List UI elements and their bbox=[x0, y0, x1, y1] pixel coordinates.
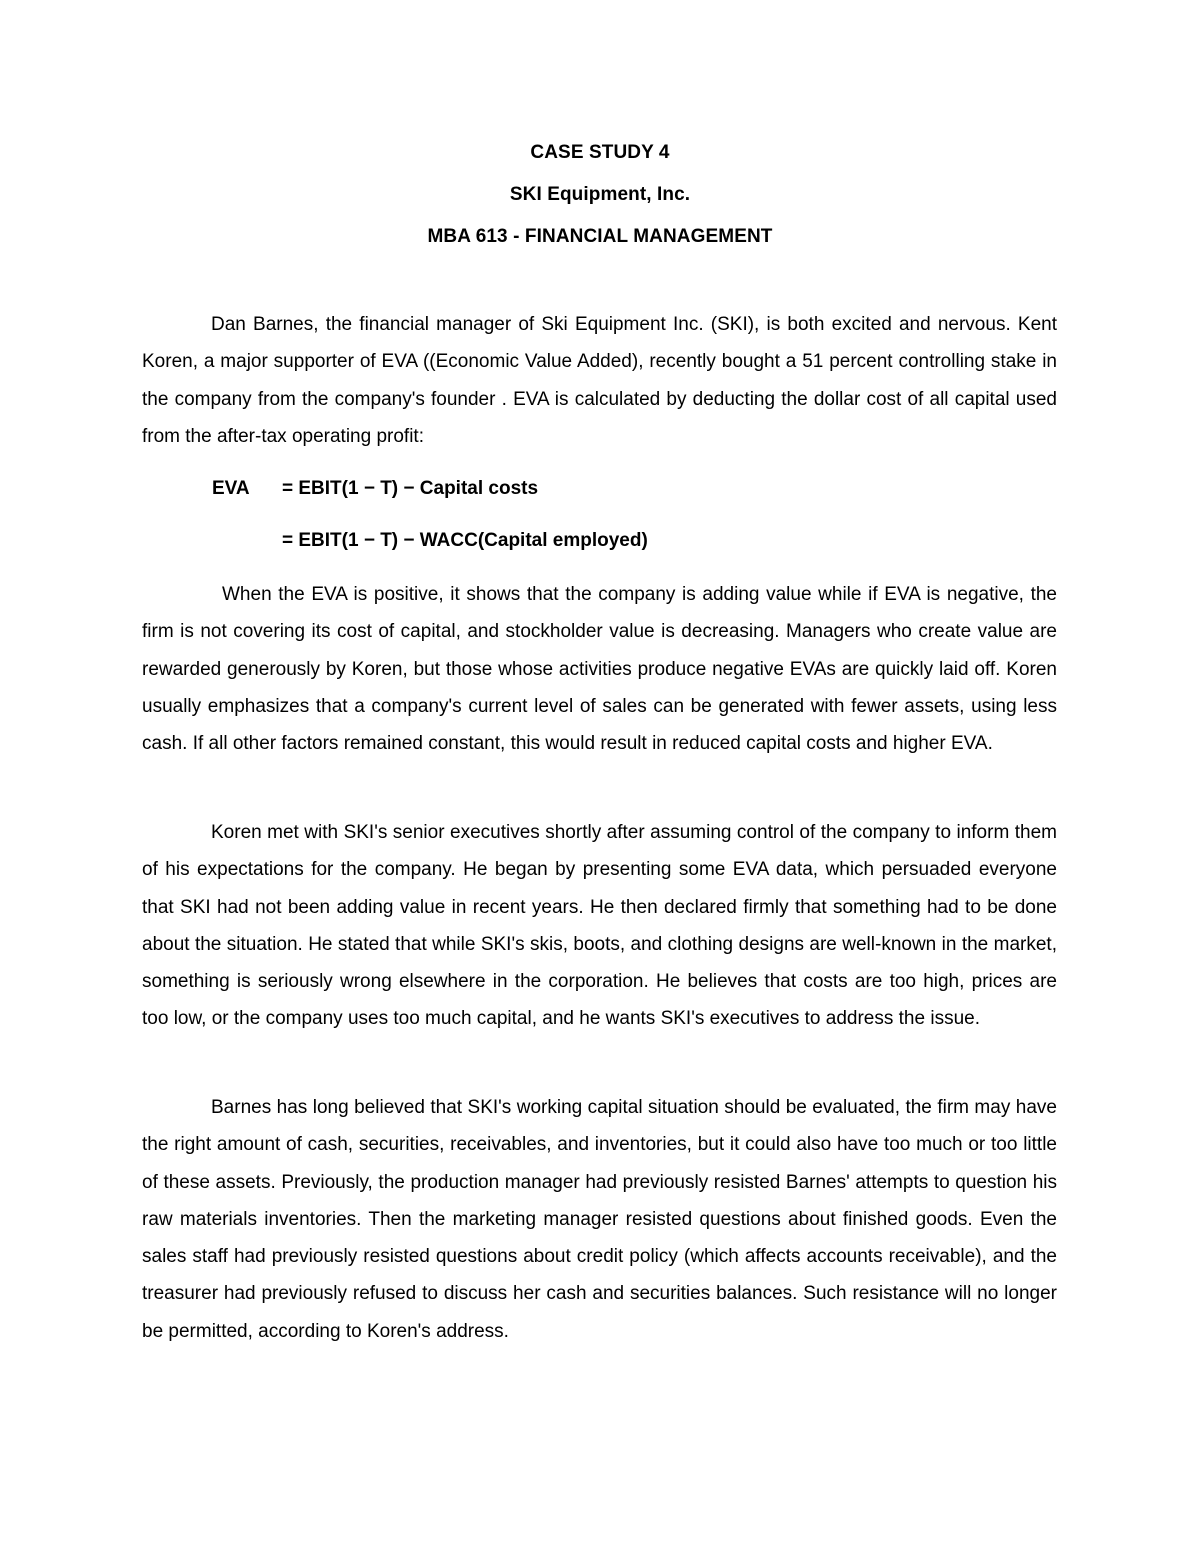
formula-label: EVA bbox=[212, 478, 250, 499]
formula-line-capital-costs: = EBIT(1 − T) − Capital costs bbox=[282, 478, 539, 499]
paragraph-intro: Dan Barnes, the financial manager of Ski Equipment Inc. (SKI), is both excited and nervous. Kent Koren, a major supporter of EVA ((Economic Value Added), recently bought a 51 percent controlling stake in the company from the company's founder . EVA is calculated by deducting the dollar cost of all capital used from the after-tax operating profit: bbox=[142, 314, 1057, 447]
paragraph-koren-meeting: Koren met with SKI's senior executives shortly after assuming control of the company to inform them of his expectations for the company. He began by presenting some EVA data, which persuaded everyone that SKI had not been adding value in recent years. He then declared firmly that something had to be done about the situation. He stated that while SKI's skis, boots, and clothing designs are well-known in the market, something is seriously wrong elsewhere in the corporation. He believes that costs are too high, prices are too low, or the company uses too much capital, and he wants SKI's executives to address the issue. bbox=[142, 822, 1057, 1030]
title-block bbox=[0, 141, 1200, 267]
company-title: SKI Equipment, Inc. bbox=[509, 184, 691, 205]
formula-line-wacc: = EBIT(1 − T) − WACC(Capital employed) bbox=[282, 530, 648, 551]
course-title: MBA 613 - FINANCIAL MANAGEMENT bbox=[427, 226, 773, 247]
paragraph-eva-explanation: When the EVA is positive, it shows that the company is adding value while if EVA is negative, the firm is not covering its cost of capital, and stockholder value is decreasing. Managers who create value are rewarded generously by Koren, but those whose activities produce negative EVAs are quickly laid off. Koren usually emphasizes that a company's current level of sales can be generated with fewer assets, using less cash. If all other factors remained constant, this would result in reduced capital costs and higher EVA. bbox=[142, 584, 1057, 755]
paragraph-working-capital: Barnes has long believed that SKI's working capital situation should be evaluated, the firm may have the right amount of cash, securities, receivables, and inventories, but it could also have too much or too little of these assets. Previously, the production manager had previously resisted Barnes' attempts to question his raw materials inventories. Then the marketing manager resisted questions about finished goods. Even the sales staff had previously resisted questions about credit policy (which affects accounts receivable), and the treasurer had previously refused to discuss her cash and securities balances. Such resistance will no longer be permitted, according to Koren's address. bbox=[142, 1097, 1057, 1342]
case-study-title: CASE STUDY 4 bbox=[530, 142, 670, 163]
